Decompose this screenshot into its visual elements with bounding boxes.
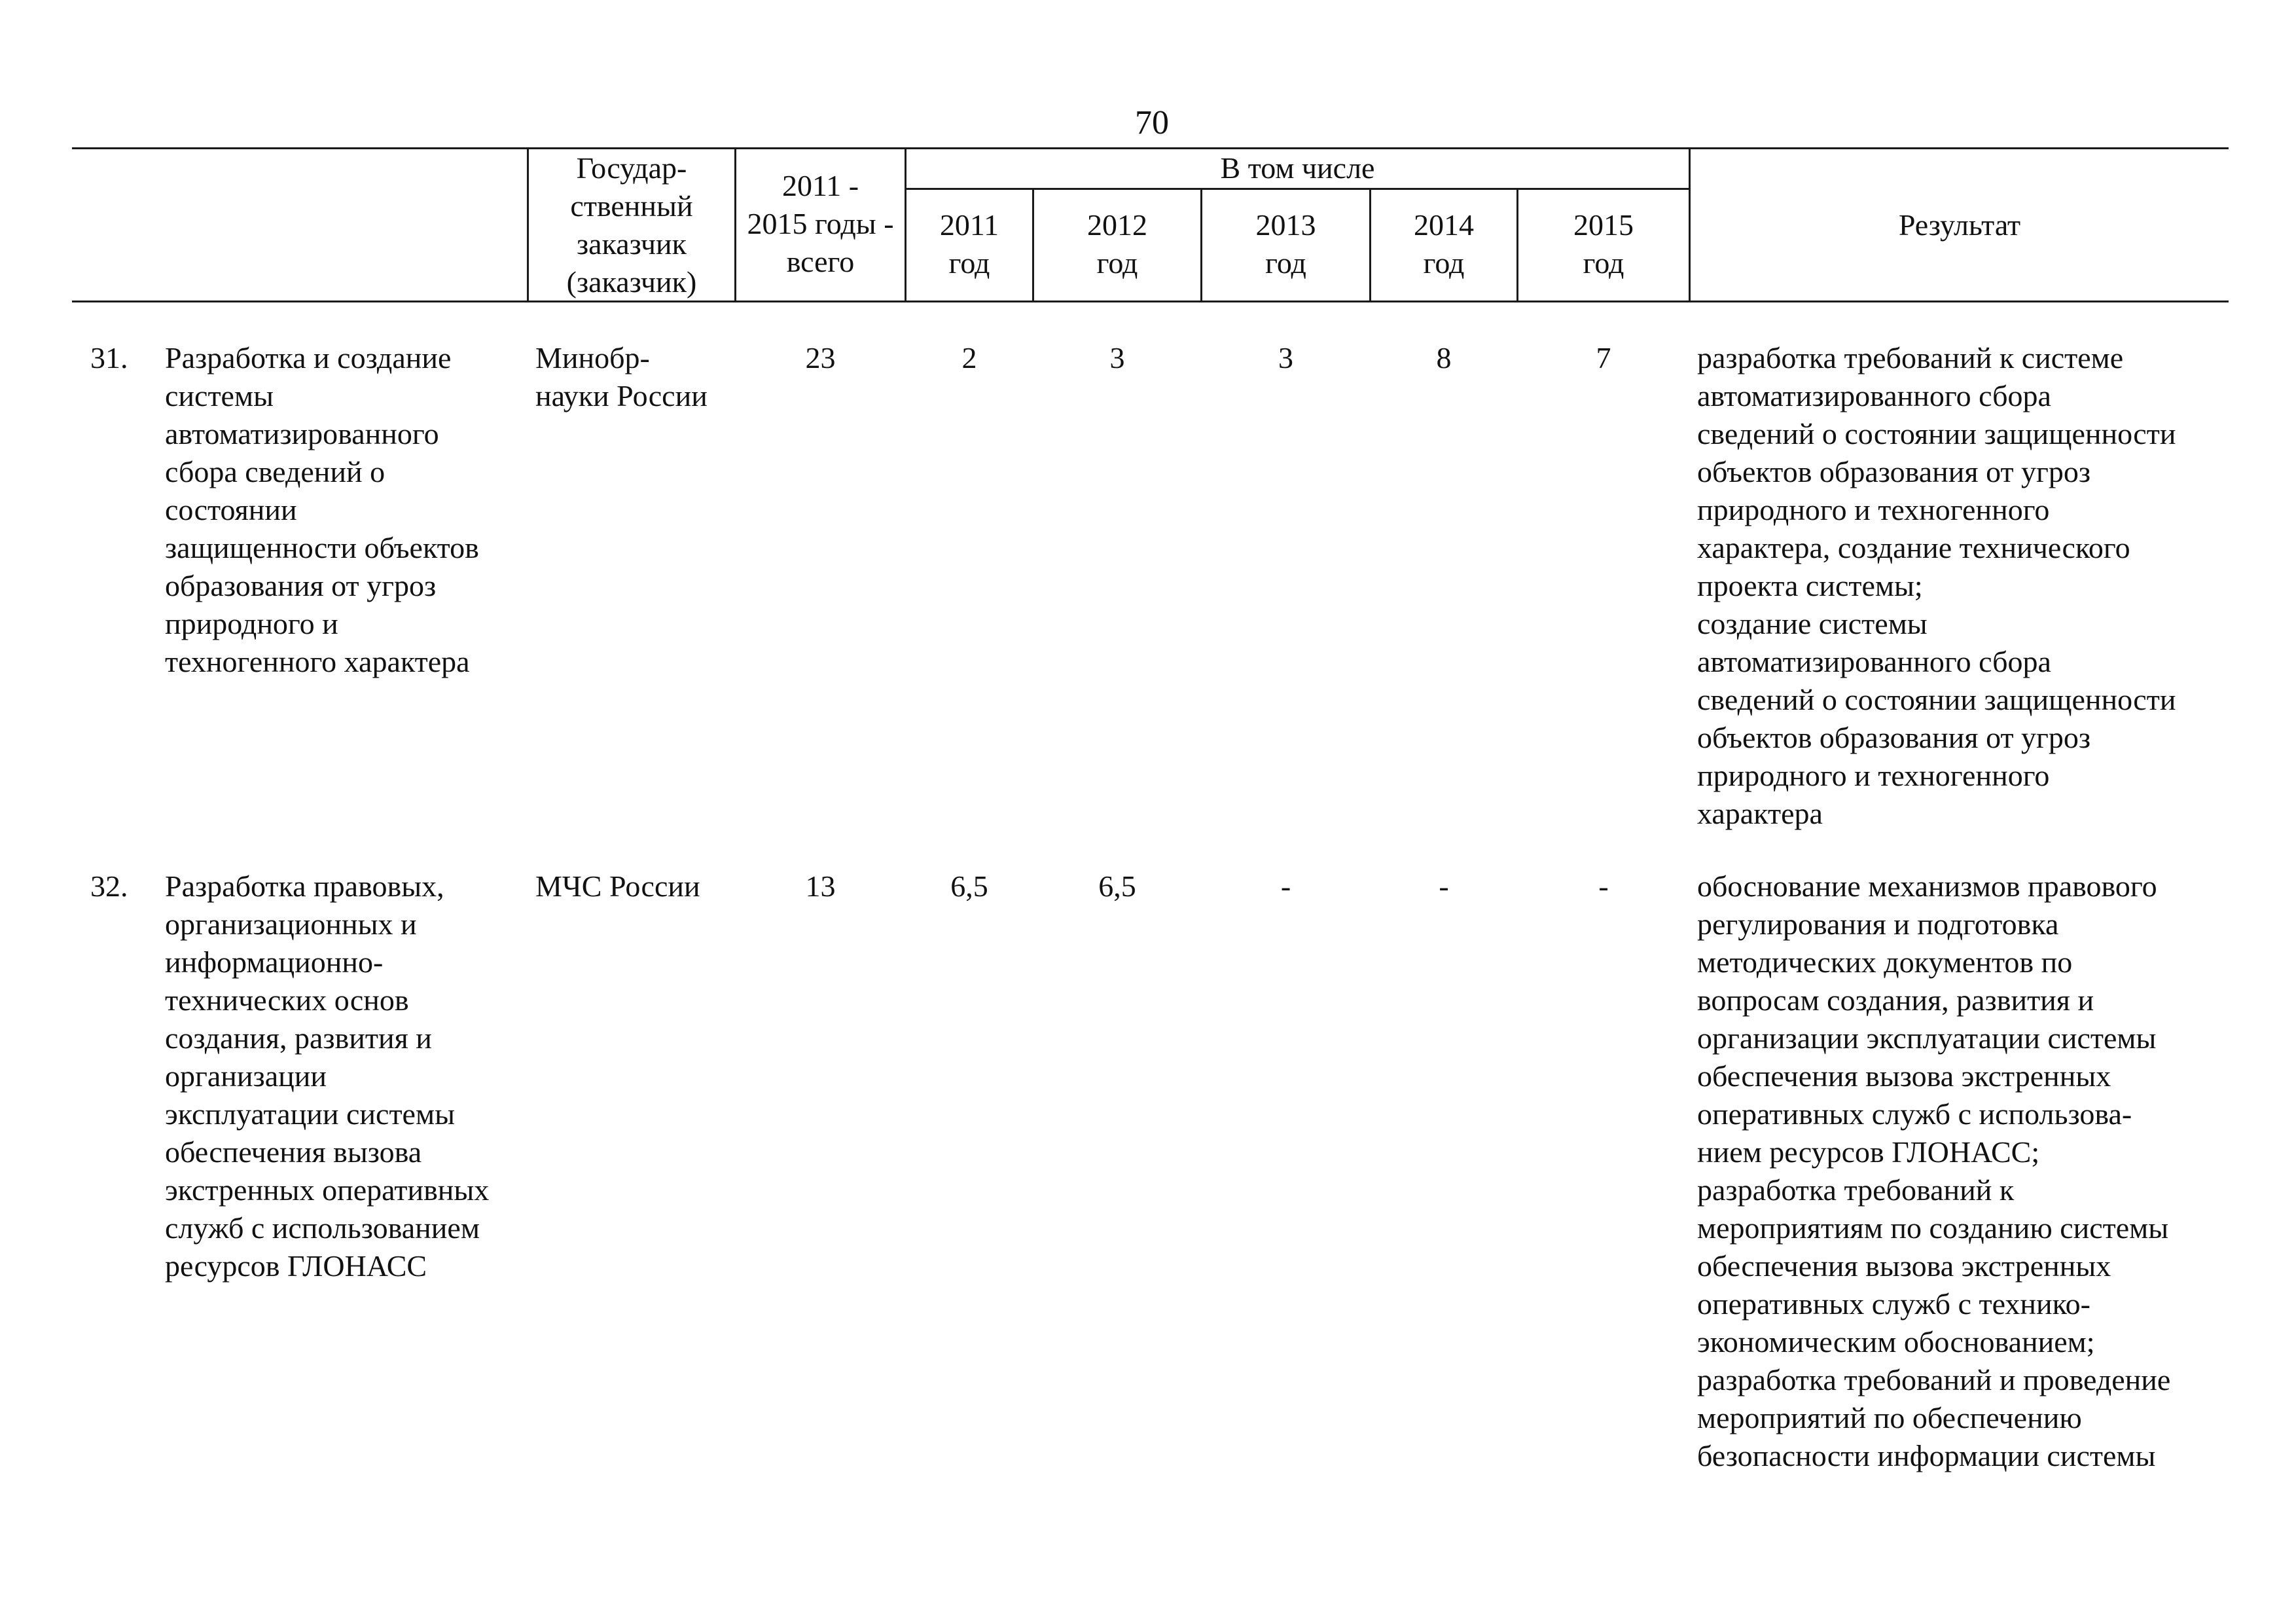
- header-year-2013: 2013 год: [1255, 208, 1316, 280]
- row-2014: -: [1439, 869, 1449, 903]
- row-number: 31.: [90, 341, 128, 374]
- row-total: 13: [805, 869, 836, 903]
- row-2015: 7: [1596, 341, 1611, 374]
- row-customer: Минобр- науки России: [535, 341, 708, 412]
- header-year-2014: 2014 год: [1414, 208, 1474, 280]
- row-name: Разработка правовых, организационных и информационно- технических основ создания, развития и организации эксплуатации системы обеспечения вызова экстренных оперативных служб с использованием ресурсов ГЛОНАСС: [165, 869, 490, 1283]
- header-including: В том числе: [1220, 151, 1375, 185]
- header-customer: Государ- ственный заказчик (заказчик): [566, 151, 697, 299]
- row-2011: 6,5: [950, 869, 988, 903]
- row-result: обоснование механизмов правового регулирования и подготовка методических документов по вопросам создания, развития и организации эксплуатации системы обеспечения вызова экстренных оперативных служб с использова- нием ресурсов ГЛОНАСС; разработка требований к мероприятиям по созданию системы обеспечения вызова экстренных оперативных служб с технико- экономическим обоснованием; разработка требований и проведение мероприятий по обеспечению безопасности информации системы: [1697, 869, 2171, 1472]
- row-2012: 6,5: [1098, 869, 1136, 903]
- row-2013: 3: [1278, 341, 1293, 374]
- page-number: 70: [1135, 104, 1169, 141]
- row-customer: МЧС России: [535, 869, 700, 903]
- row-result: разработка требований к системе автоматизированного сбора сведений о состоянии защищенности объектов образования от угроз природного и техногенного характера, создание технического проекта системы; создание системы автоматизированного сбора сведений о состоянии защищенности объектов образования от угроз природного и техногенного характера: [1697, 341, 2176, 830]
- header-year-2012: 2012 год: [1087, 208, 1147, 280]
- year-group-rule: [905, 188, 1690, 190]
- row-name: Разработка и создание системы автоматизированного сбора сведений о состоянии защищенности объектов образования от угроз природного и техногенного характера: [165, 341, 479, 678]
- row-2011: 2: [961, 341, 977, 374]
- row-2015: -: [1598, 869, 1609, 903]
- header-bottom-rule: [72, 301, 2229, 302]
- row-number: 32.: [90, 869, 128, 903]
- row-2014: 8: [1436, 341, 1452, 374]
- row-2012: 3: [1109, 341, 1125, 374]
- header-year-2011: 2011 год: [939, 208, 999, 280]
- row-total: 23: [805, 341, 836, 374]
- header-result: Результат: [1898, 208, 2021, 242]
- header-year-2015: 2015 год: [1573, 208, 1634, 280]
- row-2013: -: [1280, 869, 1291, 903]
- header-total: 2011 - 2015 годы - всего: [747, 169, 894, 278]
